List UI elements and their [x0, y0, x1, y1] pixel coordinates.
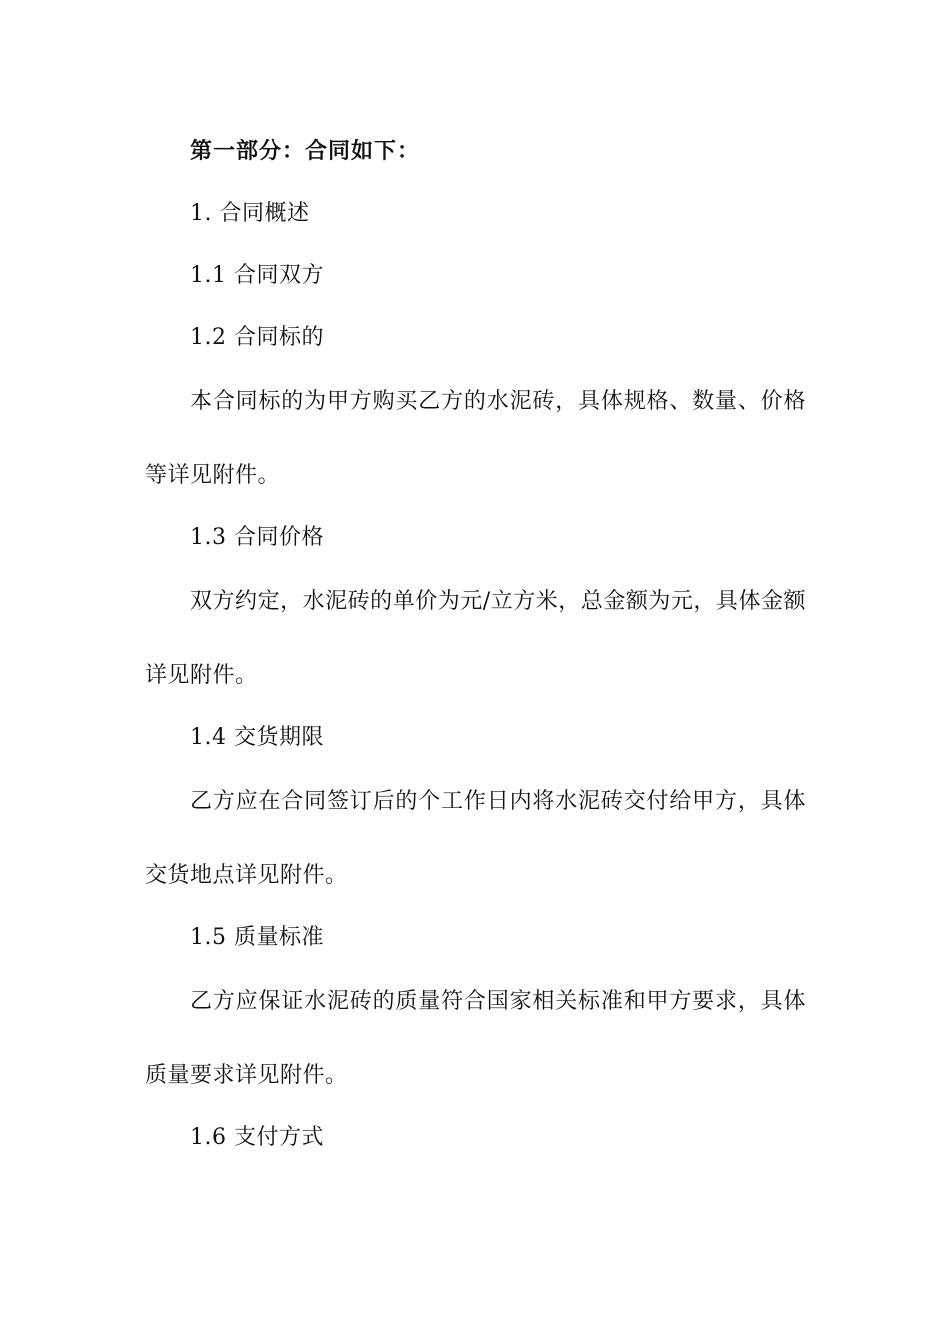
section-1-5-paragraph-line-2: 质量要求详见附件。 [145, 1063, 348, 1088]
section-1-heading: 1. 合同概述 [190, 201, 310, 226]
section-1-3-heading: 1.3 合同价格 [190, 525, 324, 550]
section-1-4-paragraph-line-2: 交货地点详见附件。 [145, 863, 348, 888]
section-1-5-heading: 1.5 质量标准 [190, 925, 324, 950]
section-1-6-heading: 1.6 支付方式 [190, 1125, 324, 1150]
section-1-3-paragraph-line-2: 详见附件。 [145, 663, 258, 688]
section-1-4-paragraph-line-1: 乙方应在合同签订后的个工作日内将水泥砖交付给甲方，具体 [190, 789, 806, 814]
section-1-2-heading: 1.2 合同标的 [190, 325, 324, 350]
section-1-4-heading: 1.4 交货期限 [190, 725, 324, 750]
section-1-5-paragraph-line-1: 乙方应保证水泥砖的质量符合国家相关标准和甲方要求，具体 [190, 989, 806, 1014]
part-heading: 第一部分：合同如下： [190, 139, 421, 164]
section-1-2-paragraph-line-2: 等详见附件。 [145, 463, 281, 488]
section-1-1-heading: 1.1 合同双方 [190, 263, 324, 288]
section-1-2-paragraph-line-1: 本合同标的为甲方购买乙方的水泥砖，具体规格、数量、价格 [190, 389, 806, 414]
section-1-3-paragraph-line-1: 双方约定，水泥砖的单价为元/立方米，总金额为元，具体金额 [190, 589, 806, 614]
